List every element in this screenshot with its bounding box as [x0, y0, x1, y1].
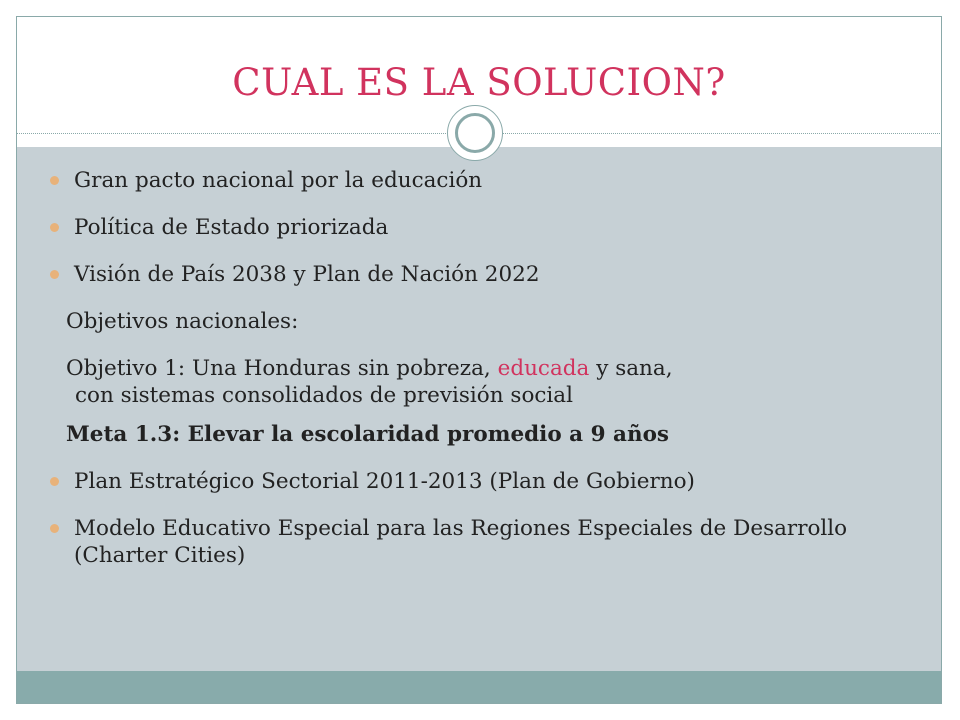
objective-1 [48, 355, 918, 409]
bullet-item [48, 515, 918, 569]
objective-1-suffix: y sana, [589, 356, 673, 381]
bullet-text: Visión de País 2038 y Plan de Nación 2022 [74, 262, 540, 287]
ring-ornament-icon [447, 105, 503, 161]
bullet-text: Gran pacto nacional por la educación [74, 168, 483, 193]
ring-inner [455, 113, 495, 153]
bullet-text: Modelo Educativo Especial para las Regiones Especiales de Desarrollo (Charter Cities) [74, 516, 848, 568]
objective-1-line2: con sistemas consolidados de previsión social [75, 383, 573, 408]
slide-title: CUAL ES LA SOLUCION? [232, 61, 726, 104]
objective-1-highlight: educada [497, 356, 590, 381]
objectives-heading-text: Objetivos nacionales: [66, 309, 299, 334]
bullet-list [48, 167, 918, 589]
footer-band [17, 671, 941, 704]
bullet-dot-icon [50, 524, 59, 533]
bullet-dot-icon [50, 477, 59, 486]
bullet-dot-icon [50, 176, 59, 185]
bullet-item [48, 261, 918, 288]
objectives-heading [48, 308, 918, 335]
bullet-dot-icon [50, 270, 59, 279]
bullet-text: Política de Estado priorizada [74, 215, 389, 240]
objective-1-prefix: Objetivo 1: Una Honduras sin pobreza, [66, 356, 498, 381]
bullet-dot-icon [50, 223, 59, 232]
bullet-item [48, 167, 918, 194]
bullet-item [48, 468, 918, 495]
bullet-text: Plan Estratégico Sectorial 2011-2013 (Plan de Gobierno) [74, 469, 695, 494]
bullet-item [48, 214, 918, 241]
goal-line [48, 421, 918, 448]
goal-text: Meta 1.3: Elevar la escolaridad promedio a 9 años [66, 422, 670, 447]
